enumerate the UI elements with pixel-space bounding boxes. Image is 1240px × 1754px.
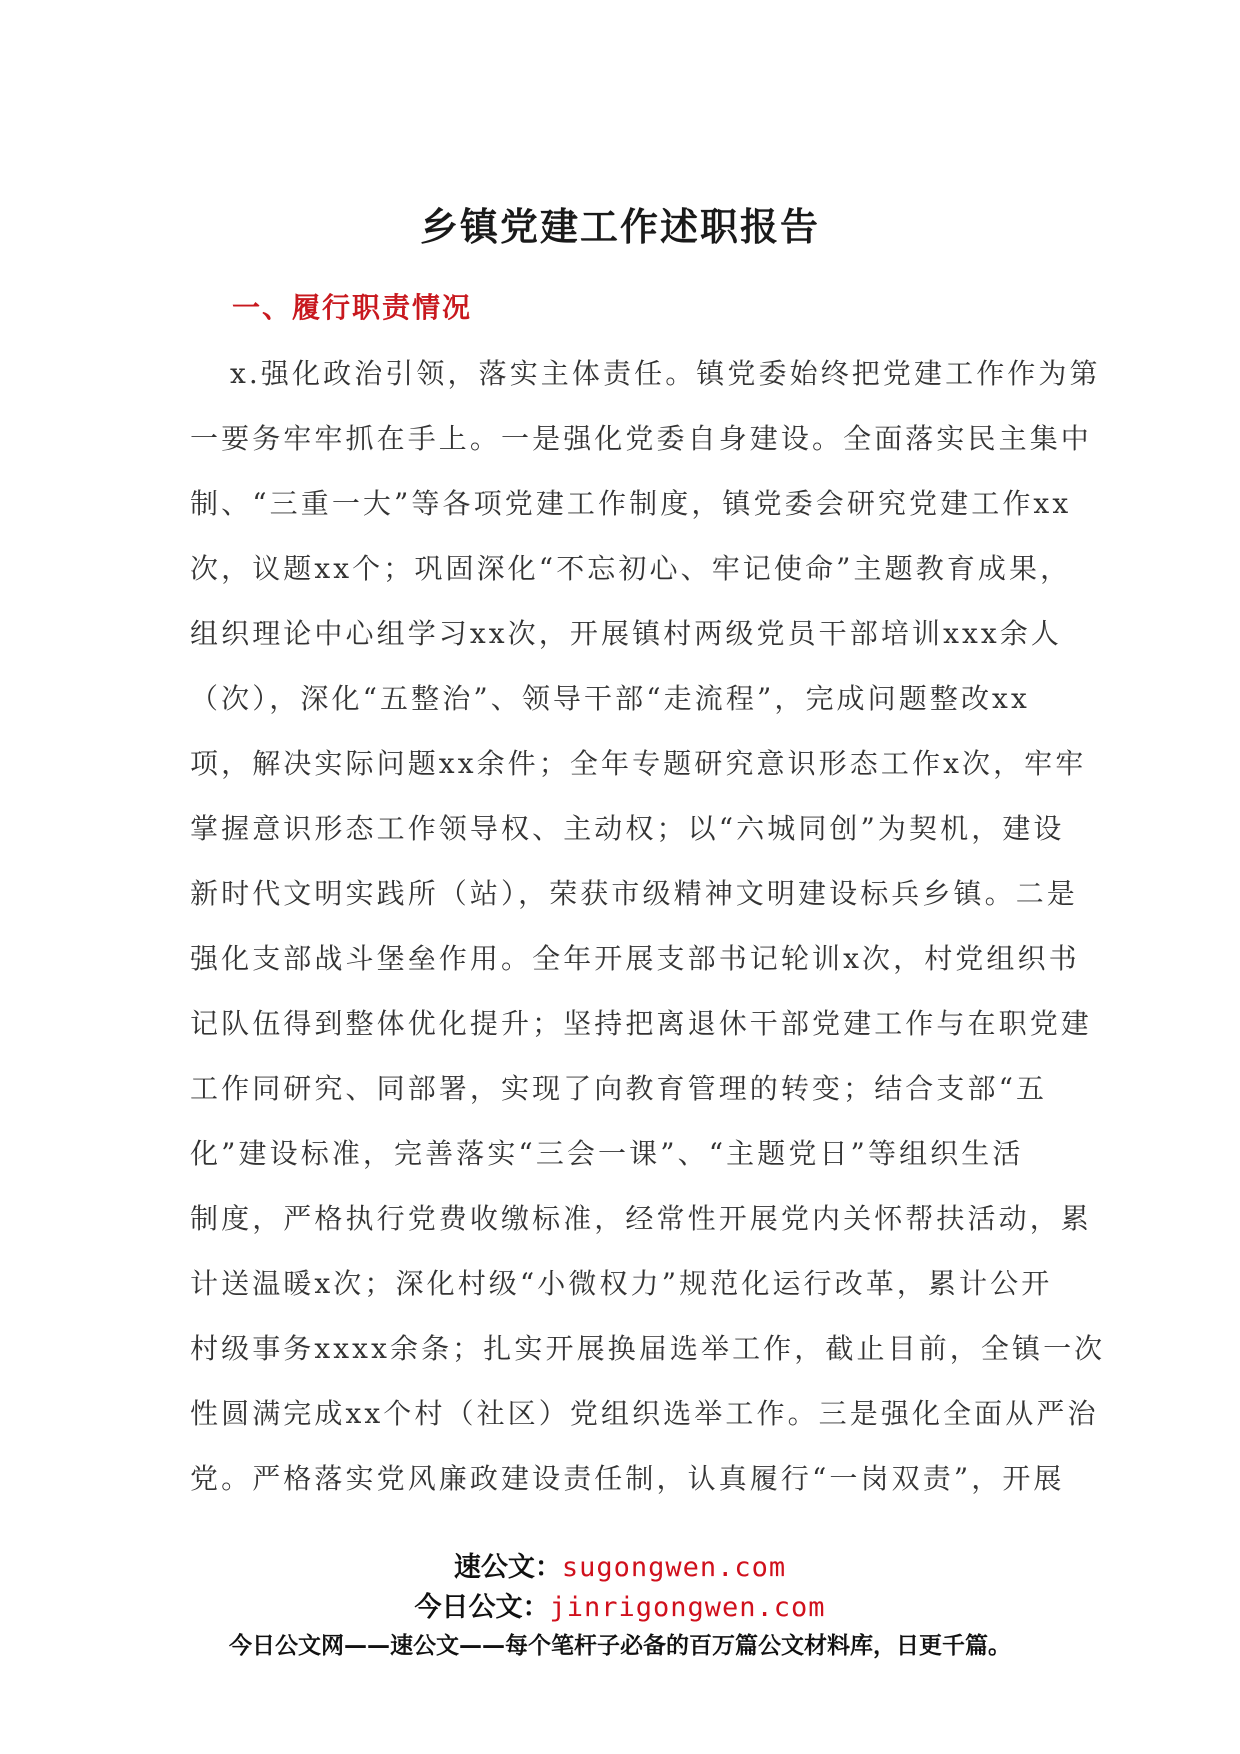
body-line: 记队伍得到整体优化提升；坚持把离退休干部党建工作与在职党建 xyxy=(190,1007,1092,1040)
body-line: 次，议题xx个；巩固深化“不忘初心、牢记使命”主题教育成果， xyxy=(190,552,1072,585)
body-line: 性圆满完成xx个村（社区）党组织选举工作。三是强化全面从严治 xyxy=(190,1397,1099,1430)
body-line: 化”建设标准，完善落实“三会一课”、“主题党日”等组织生活 xyxy=(190,1137,1024,1170)
body-line: 新时代文明实践所（站），荣获市级精神文明建设标兵乡镇。二是 xyxy=(190,877,1078,910)
body-line: x.强化政治引领，落实主体责任。镇党委始终把党建工作作为第 xyxy=(230,357,1101,390)
body-line: 制、“三重一大”等各项党建工作制度，镇党委会研究党建工作xx xyxy=(190,487,1072,520)
document-title: 乡镇党建工作述职报告 xyxy=(419,204,820,249)
body-text xyxy=(190,350,1106,1520)
body-line: （次），深化“五整治”、领导干部“走流程”，完成问题整改xx xyxy=(190,682,1030,715)
body-line: 村级事务xxxx余条；扎实开展换届选举工作，截止目前，全镇一次 xyxy=(190,1332,1106,1365)
footer-jinrigongwen xyxy=(0,1585,1240,1624)
footer-label: 今日公文： xyxy=(414,1592,550,1623)
body-line: 组织理论中心组学习xx次，开展镇村两级党员干部培训xxx余人 xyxy=(190,617,1062,650)
body-line: 强化支部战斗堡垒作用。全年开展支部书记轮训x次，村党组织书 xyxy=(190,942,1080,975)
footer-label: 速公文： xyxy=(453,1552,562,1583)
footer-slogan: 今日公文网——速公文——每个笔杆子必备的百万篇公文材料库，日更千篇。 xyxy=(229,1633,1011,1659)
footer-link-sugongwen[interactable]: sugongwen.com xyxy=(561,1552,787,1583)
footer-sugongwen xyxy=(0,1545,1240,1584)
body-line: 一要务牢牢抓在手上。一是强化党委自身建设。全面落实民主集中 xyxy=(190,422,1092,455)
body-line: 项，解决实际问题xx余件；全年专题研究意识形态工作x次，牢牢 xyxy=(190,747,1087,780)
body-line: 计送温暖x次；深化村级“小微权力”规范化运行改革，累计公开 xyxy=(190,1267,1053,1300)
body-line: 制度，严格执行党费收缴标准，经常性开展党内关怀帮扶活动，累 xyxy=(190,1202,1092,1235)
body-line: 掌握意识形态工作领导权、主动权；以“六城同创”为契机，建设 xyxy=(190,812,1065,845)
section-heading: 一、履行职责情况 xyxy=(232,291,473,324)
body-line: 工作同研究、同部署，实现了向教育管理的转变；结合支部“五 xyxy=(190,1072,1048,1105)
body-line: 党。严格落实党风廉政建设责任制，认真履行“一岗双责”，开展 xyxy=(190,1462,1065,1495)
footer-link-jinrigongwen[interactable]: jinrigongwen.com xyxy=(549,1592,826,1623)
